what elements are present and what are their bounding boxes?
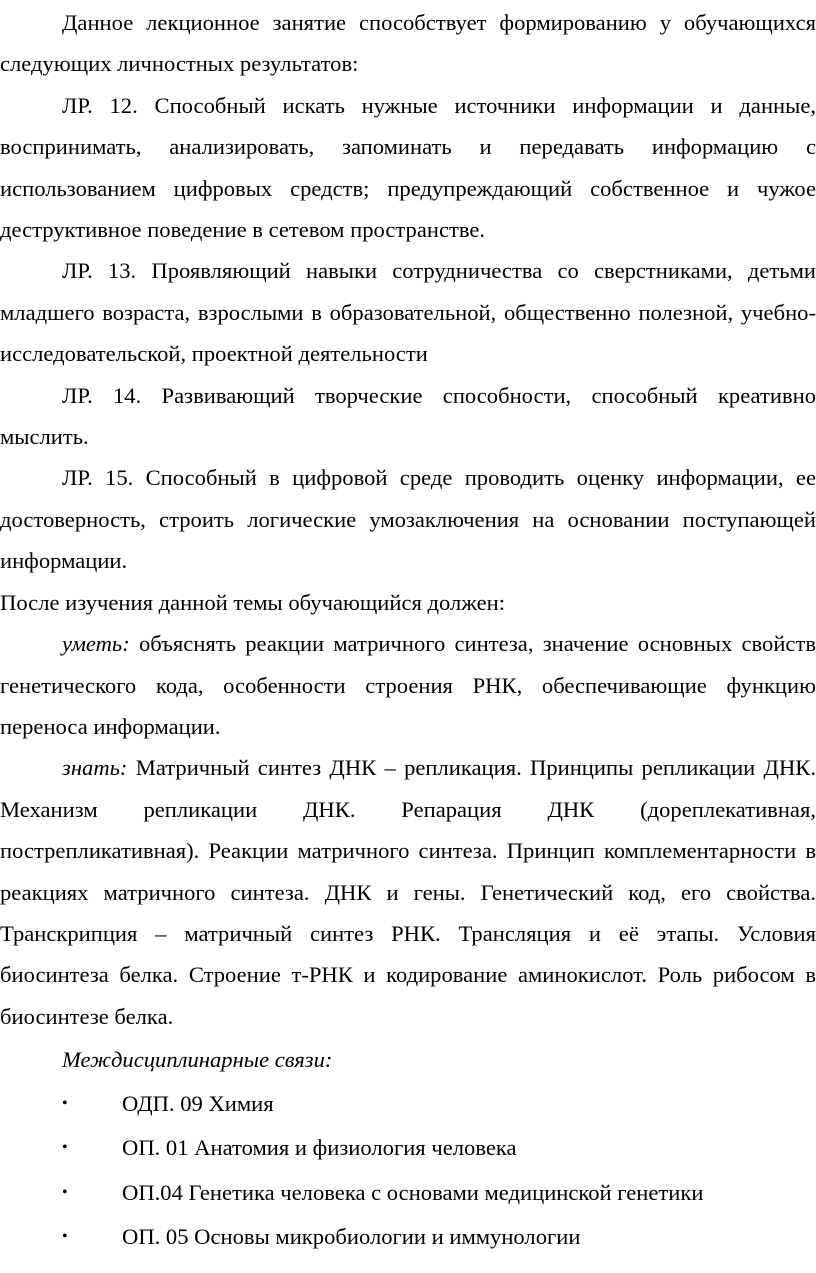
interdisciplinary-heading-text: Междисциплинарные связи: (62, 1047, 333, 1073)
skills-paragraph (0, 623, 816, 747)
list-item (0, 1171, 816, 1216)
knowledge-paragraph (0, 747, 816, 1037)
list-item (0, 1215, 816, 1260)
bullet-icon: • (62, 1094, 68, 1112)
list-item (0, 1082, 816, 1127)
skills-text: объяснять реакции матричного синтеза, значение основных свойств генетического кода, особенности строения РНК, обеспечивающие функцию переноса информации. (0, 631, 816, 739)
intro-paragraph: Данное лекционное занятие способствует формированию у обучающихся следующих личностных результатов: (0, 10, 816, 77)
bullet-icon: • (62, 1183, 68, 1201)
after-study-paragraph: После изучения данной темы обучающийся должен: (0, 589, 506, 615)
bullet-icon: • (62, 1139, 68, 1157)
knowledge-label: знать: (62, 755, 128, 781)
list-item-text: ОП. 01 Анатомия и физиология человека (122, 1135, 517, 1161)
bullet-icon: • (62, 1228, 68, 1246)
skills-label: уметь: (62, 631, 130, 657)
list-item-text: ОП. 05 Основы микробиологии и иммунологии (122, 1224, 581, 1250)
list-item-text: ОП.04 Генетика человека с основами медицинской генетики (122, 1179, 704, 1205)
personal-result-12: ЛР. 12. Способный искать нужные источники информации и данные, воспринимать, анализировать, запоминать и передавать информацию с использованием цифровых средств; предупреждающий собственное и чужое деструктивное поведение в сетевом пространстве. (0, 92, 816, 243)
knowledge-text: Матричный синтез ДНК – репликация. Принципы репликации ДНК. Механизм репликации ДНК. Репарация ДНК (дореплекативная, пострепликативная). Реакции матричного синтеза. Принцип комплементарности в реакциях матричного синтеза. ДНК и гены. Генетический код, его свойства. Транскрипция – матричный синтез РНК. Трансляция и её этапы. Условия биосинтеза белка. Строение т-РНК и кодирование аминокислот. Роль рибосом в биосинтезе белка. (0, 755, 816, 1029)
list-item-text: ОДП. 09 Химия (122, 1090, 274, 1116)
personal-result-15: ЛР. 15. Способный в цифровой среде проводить оценку информации, ее достоверность, строить логические умозаключения на основании поступающей информации. (0, 465, 816, 574)
personal-result-14: ЛР. 14. Развивающий творческие способности, способный креативно мыслить. (0, 382, 816, 450)
interdisciplinary-list (0, 1082, 816, 1260)
interdisciplinary-heading (0, 1039, 816, 1080)
list-item (0, 1126, 816, 1171)
personal-result-13: ЛР. 13. Проявляющий навыки сотрудничества со сверстниками, детьми младшего возраста, взрослыми в образовательной, общественно полезной, учебно-исследовательской, проектной деятельности (0, 258, 816, 367)
